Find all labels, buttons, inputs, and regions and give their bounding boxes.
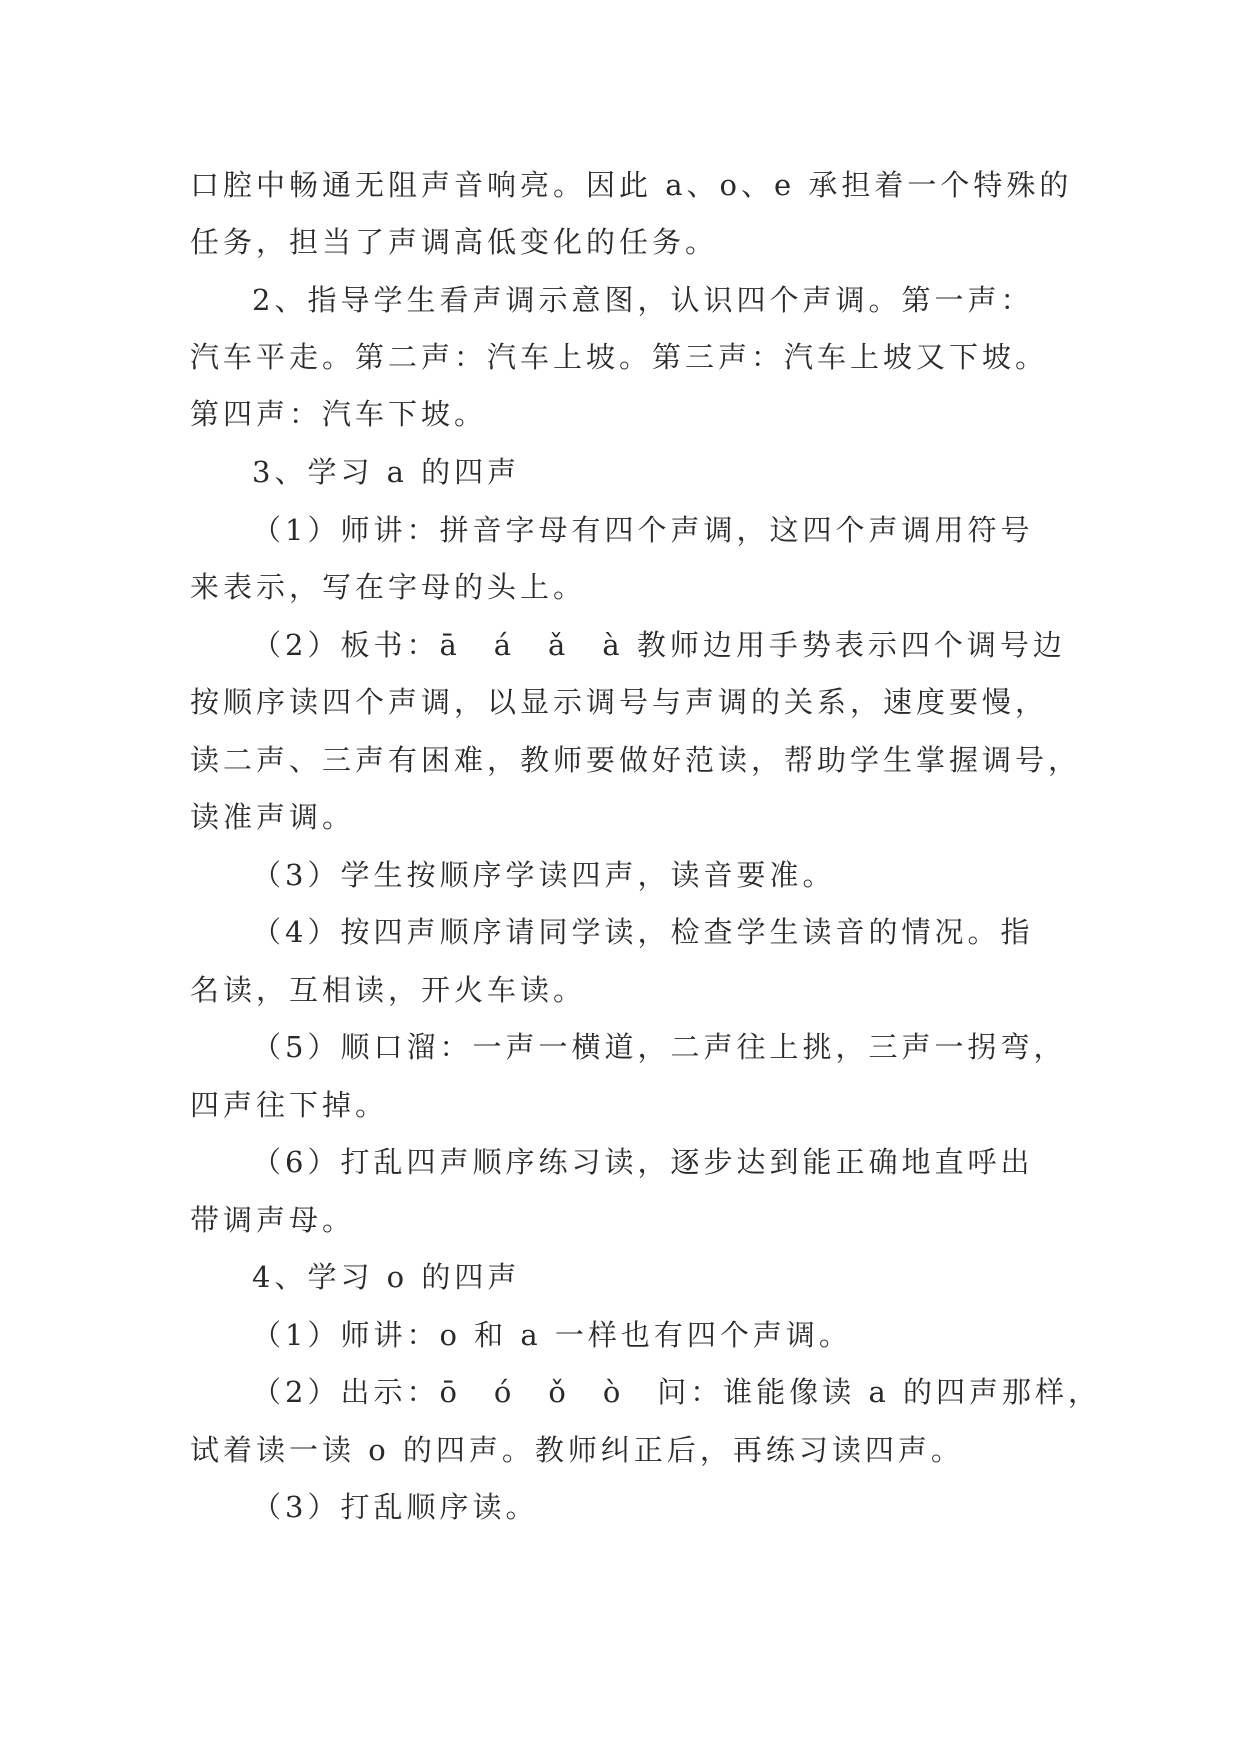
- text-line-19: 带调声母。: [190, 1203, 356, 1237]
- text-line-20: 4、学习 o 的四声: [252, 1260, 521, 1294]
- text-line-10: 按顺序读四个声调，以显示调号与声调的关系，速度要慢，: [190, 685, 1049, 719]
- text-line-22: （2）出示：ō ó ǒ ò 问：谁能像读 a 的四声那样，: [252, 1375, 1102, 1409]
- text-line-13: （3）学生按顺序学读四声，读音要准。: [252, 858, 836, 892]
- text-line-16: （5）顺口溜：一声一横道，二声往上挑，三声一拐弯，: [252, 1030, 1067, 1064]
- text-line-2: 任务，担当了声调高低变化的任务。: [190, 225, 719, 259]
- text-line-9: （2）板书：ā á ǎ à 教师边用手势表示四个调号边: [252, 628, 1066, 662]
- text-line-11: 读二声、三声有困难，教师要做好范读，帮助学生掌握调号，: [190, 743, 1082, 777]
- text-line-17: 四声往下掉。: [190, 1088, 389, 1122]
- text-line-12: 读准声调。: [190, 800, 356, 834]
- text-line-3: 2、指导学生看声调示意图，认识四个声调。第一声：: [252, 283, 1034, 317]
- text-line-24: （3）打乱顺序读。: [252, 1490, 539, 1524]
- text-line-6: 3、学习 a 的四声: [252, 455, 521, 489]
- text-line-7: （1）师讲：拼音字母有四个声调，这四个声调用符号: [252, 513, 1034, 547]
- text-line-21: （1）师讲：o 和 a 一样也有四个声调。: [252, 1318, 852, 1352]
- text-line-23: 试着读一读 o 的四声。教师纠正后，再练习读四声。: [190, 1433, 964, 1467]
- text-line-5: 第四声：汽车下坡。: [190, 397, 488, 431]
- text-line-1: 口腔中畅通无阻声音响亮。因此 a、o、e 承担着一个特殊的: [190, 168, 1073, 202]
- text-line-14: （4）按四声顺序请同学读，检查学生读音的情况。指: [252, 915, 1034, 949]
- text-line-4: 汽车平走。第二声：汽车上坡。第三声：汽车上坡又下坡。: [190, 340, 1049, 374]
- text-line-18: （6）打乱四声顺序练习读，逐步达到能正确地直呼出: [252, 1145, 1034, 1179]
- text-line-15: 名读，互相读，开火车读。: [190, 973, 587, 1007]
- text-line-8: 来表示，写在字母的头上。: [190, 570, 587, 604]
